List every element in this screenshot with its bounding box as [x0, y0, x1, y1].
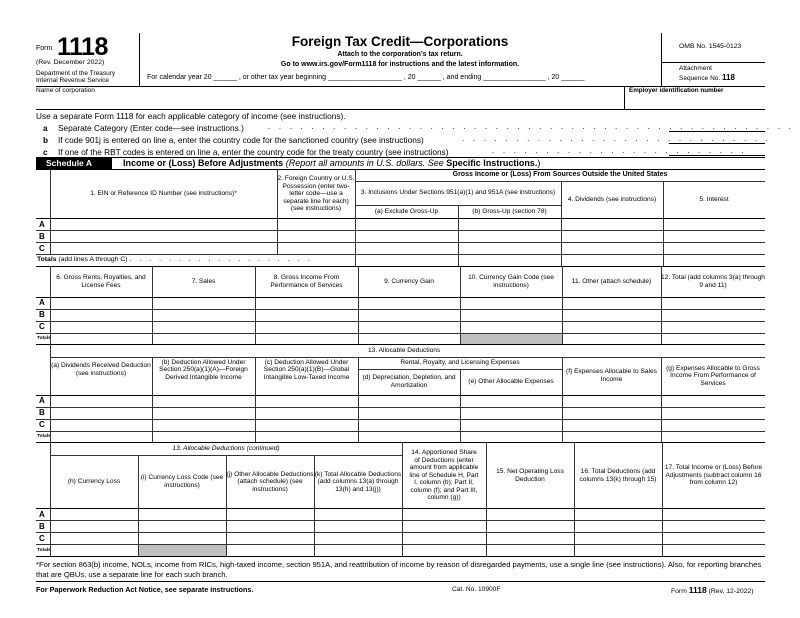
col4-header: 4. Dividends (see instructions)	[567, 195, 657, 203]
row-label-a: A	[39, 396, 45, 405]
col11-header: 11. Other (attach schedule)	[571, 278, 652, 286]
line-a-field[interactable]	[669, 131, 765, 132]
col12-header: 12. Total (add columns 3(a) through 9 and 11)	[661, 274, 765, 289]
footnote: *For section 863(b) income, NOLs, income from RICs, high-taxed income, section 951A, and reattribution of income by reason of disregarded payments, use a single line (see instructions). Also, for reporting branches that are QBUs, use a separate line for each such branch.	[36, 560, 762, 579]
col13i-header: (i) Currency Loss Code (see instructions)	[140, 474, 224, 489]
gross-income-header: Gross Income or (Loss) From Sources Outside the United States	[452, 171, 668, 179]
totals-label: Totals	[37, 548, 51, 553]
col13g-header: (g) Expenses Allocable to Gross Income From Performance of Services	[666, 364, 760, 387]
line-b-leader: . . . . . . . . . . . . . . . . . . . . . . . . . . . . .	[462, 134, 772, 143]
col1-header: 1. EIN or Reference ID Number (see instructions)*	[90, 190, 237, 198]
totals-label: Totals	[37, 434, 51, 439]
row-label-b: B	[39, 408, 45, 417]
paperwork-notice: For Paperwork Reduction Act Notice, see separate instructions.	[36, 585, 254, 594]
use-separate-text: Use a separate Form 1118 for each applicable category of income (see instructions).	[36, 111, 346, 121]
col13f-header: (f) Expenses Allocable to Sales Income	[566, 368, 657, 383]
sequence-label: Sequence No. 118	[679, 73, 735, 82]
ein-label: Employer identification number	[629, 87, 724, 94]
ein-field[interactable]	[626, 96, 764, 108]
omb-number: OMB No. 1545-0123	[679, 43, 742, 50]
line-a-letter: a	[43, 123, 48, 133]
col13b-header: (b) Deduction Allowed Under Section 250(a)(1)(A)—Foreign Derived Intangible Income	[159, 358, 248, 381]
col13k-header: (k) Total Allocable Deductions (add columns 13(a) through 13(h) and 13(j))	[314, 470, 402, 493]
row-label-c: C	[39, 244, 45, 253]
col8-header: 8. Gross Income From Performance of Services	[270, 274, 343, 289]
totals-row-label: Totals (add lines A through C) . . . . . . . . . . . . . . . . . . .	[37, 256, 313, 263]
col5-header: 5. Interest	[699, 195, 729, 203]
row-label-c: C	[39, 322, 45, 331]
col3-header: 3. Inclusions Under Sections 951(a)(1) and 951A (see instructions)	[360, 189, 556, 197]
name-of-corporation-label: Name of corporation	[36, 87, 95, 94]
col3a-header: (a) Exclude Gross-Up	[374, 207, 439, 215]
revision-date: (Rev. December 2022)	[36, 59, 105, 66]
line-a-leader: . . . . . . . . . . . . . . . . . . . . . . . . . . . . . . . . . . . . . . . . . . . . . . . . .	[268, 122, 794, 131]
footer-form-id: Form 1118 (Rev. 12-2022)	[671, 585, 754, 595]
row-label-a: A	[39, 220, 45, 229]
line-c-field[interactable]	[669, 155, 765, 156]
col13h-header: (h) Currency Loss	[67, 478, 121, 486]
department: Department of the Treasury	[36, 70, 116, 77]
col3b-header: (b) Gross-Up (section 78)	[472, 207, 547, 215]
col6-header: 6. Gross Rents, Royalties, and License Fees	[56, 274, 146, 289]
col13j-header: (j) Other Allocable Deductions (attach schedule) (see instructions)	[226, 470, 314, 493]
line-b-field[interactable]	[669, 143, 765, 144]
line-a-text: Separate Category (Enter code—see instructions.)	[58, 123, 244, 133]
line-c-leader: . . . . . . . . . . . . . . . . . . . . . . . .	[492, 146, 747, 155]
shaded-cell	[460, 333, 562, 344]
col7-header: 7. Sales	[191, 278, 216, 286]
row-label-b: B	[39, 310, 45, 319]
col2-header: 2. Foreign Country or U.S. Possession (enter two-letter code—use a separate line for each) (see instructions)	[277, 175, 355, 213]
line-c-letter: c	[43, 147, 48, 157]
schedule-a-label: Schedule A	[36, 158, 112, 169]
shaded-cell	[138, 545, 226, 556]
row-label-a: A	[39, 510, 45, 519]
attachment-label: Attachment	[679, 65, 712, 72]
col13a-header: (a) Dividends Received Deduction (see instructions)	[51, 362, 151, 377]
row-label-b: B	[39, 522, 45, 531]
col10-header: 10. Currency Gain Code (see instructions)	[468, 274, 554, 289]
line-b-letter: b	[43, 135, 49, 145]
row-label-c: C	[39, 534, 45, 543]
irs-name: Internal Revenue Service	[36, 77, 109, 84]
row-label-a: A	[39, 298, 45, 307]
row-label-c: C	[39, 420, 45, 429]
allocable-continued-header: 13. Allocable Deductions (continued)	[172, 445, 280, 453]
goto-instructions: Go to www.irs.gov/Form1118 for instructions and the latest information.	[280, 61, 520, 68]
col15-header: 15. Net Operating Loss Deduction	[496, 467, 564, 483]
form-number: 1118	[57, 33, 108, 61]
calendar-year-line[interactable]: For calendar year 20 ______ , or other tax year beginning ___________________ , 20 ______ , and ending ________________ , 20 ______	[147, 74, 585, 81]
schedule-a-title: Income or (Loss) Before Adjustments (Report all amounts in U.S. dollars. See Specific Instructions.)	[123, 158, 541, 168]
col13e-header: (e) Other Allocable Expenses	[468, 378, 554, 386]
line-c-text: If one of the RBT codes is entered on line a, enter the country code for the treaty country (see instructions)	[58, 147, 449, 157]
col13c-header: (c) Deduction Allowed Under Section 250(a)(1)(B)—Global Intangible Low-Taxed Income	[263, 358, 350, 381]
form-title: Foreign Tax Credit—Corporations	[291, 34, 509, 49]
line-b-text: If code 901j is entered on line a, enter the country code for the sanctioned country (see instructions)	[58, 135, 424, 145]
col17-header: 17. Total Income or (Loss) Before Adjustments (subtract column 16 from column 12)	[664, 464, 763, 487]
col9-header: 9. Currency Gain	[384, 278, 434, 286]
form-subtitle: Attach to the corporation’s tax return.	[337, 51, 463, 58]
form-word: Form	[36, 45, 53, 52]
rental-header: Rental, Royalty, and Licensing Expenses	[400, 359, 520, 367]
catalog-number: Cat. No. 10900F	[452, 586, 501, 593]
col13d-header: (d) Depreciation, Depletion, and Amortization	[362, 374, 456, 389]
totals-label: Totals	[37, 336, 51, 341]
row-label-b: B	[39, 232, 45, 241]
allocable-deductions-header: 13. Allocable Deductions	[368, 347, 441, 355]
name-of-corporation-field[interactable]	[37, 96, 623, 108]
col16-header: 16. Total Deductions (add columns 13(k) through 15)	[579, 467, 657, 483]
col14-header: 14. Apportioned Share of Deductions (enter amount from applicable line of Schedule H, Part I, column (b); Part II, column (f); and Part III, column (g))	[409, 448, 479, 502]
